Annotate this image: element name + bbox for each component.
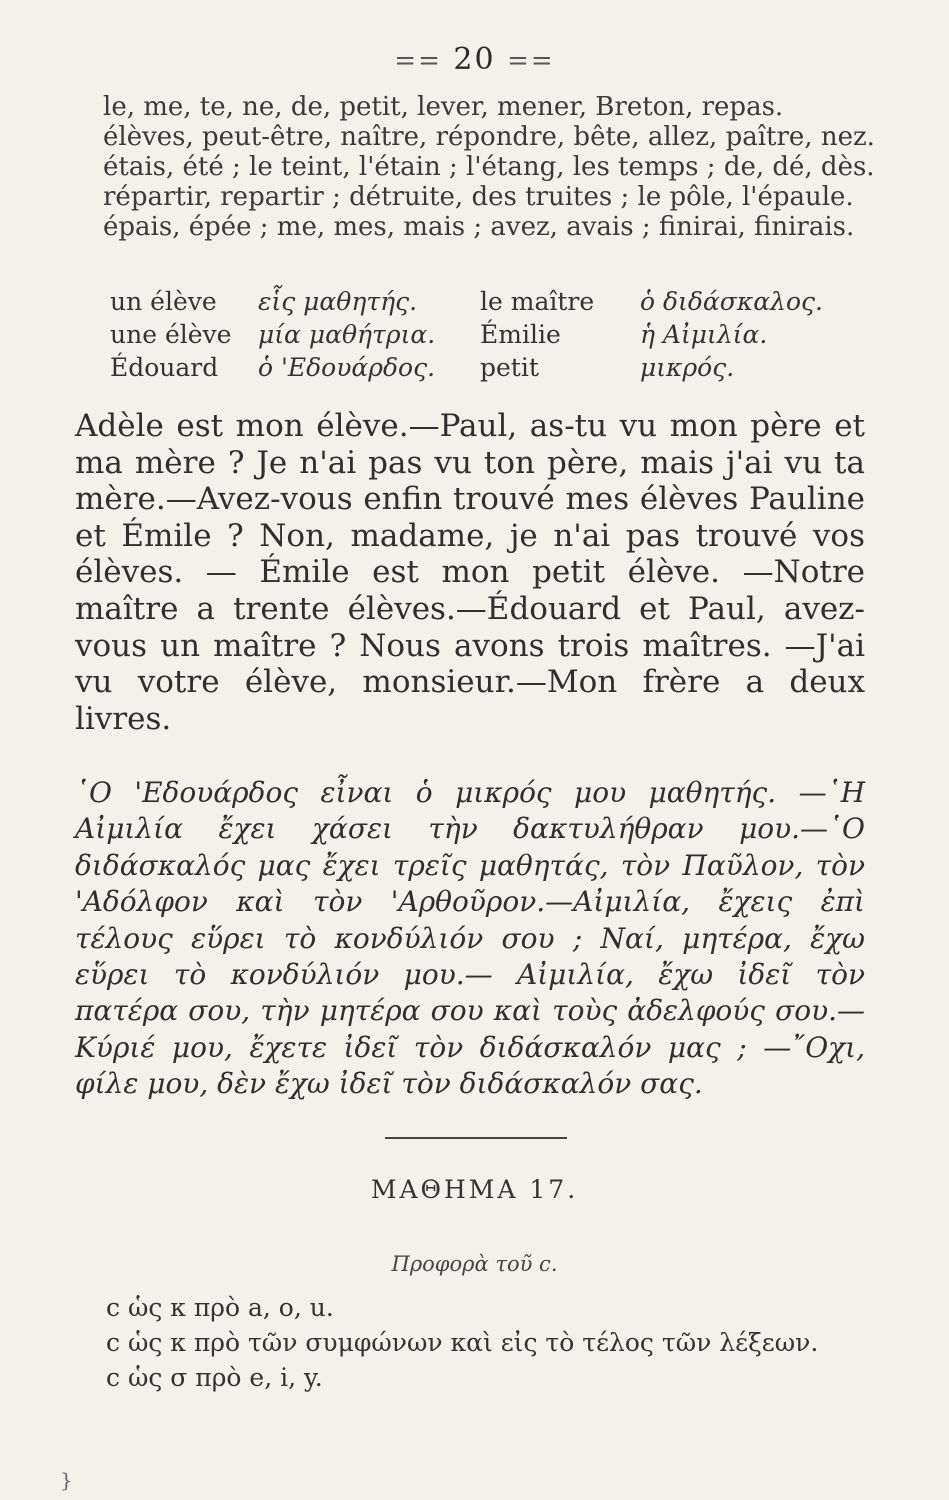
greek-word: μικρός. [640, 353, 735, 382]
vocab-row [110, 318, 823, 351]
french-word: une élève [110, 320, 232, 349]
greek-paragraph: ῾Ο 'Εδουάρδος εἶναι ὁ μικρός μου μαθητής. —῾Η Αἰμιλία ἔχει χάσει τὴν δακτυλήθραν μου.—῾Ο διδάσκαλός μας ἔχει τρεῖς μαθητάς, τὸν Παῦλον, τὸν 'Αδόλφον καὶ τὸν 'Αρθοῦρον.—Αἰμιλία, ἔχεις ἐπὶ τέλους εὕρει τὸ κονδύλιόν σου ; Ναί, μητέρα, ἔχω εὕρει τὸ κονδύλιόν μου.— Αἰμιλία, ἔχω ἰδεῖ τὸν πατέρα σου, τὴν μητέρα σου καὶ τοὺς ἀδελφούς σου.—Κύριέ μου, ἔχετε ἰδεῖ τὸν διδάσκαλόν μας ; —῎Οχι, φίλε μου, δὲν ἔχω ἰδεῖ τὸν διδάσκαλόν σας. [75, 776, 865, 1101]
vocab-line: épais, épée ; me, mes, mais ; avez, avais ; finirai, finirais. [103, 212, 855, 242]
vocab-row [110, 351, 823, 384]
greek-word: ὁ 'Εδουάρδος. [258, 353, 436, 382]
vocab-line: étais, été ; le teint, l'étain ; l'étang, les temps ; de, dé, dès. [103, 152, 875, 182]
rule-line: c ὡς κ πρὸ τῶν συμφώνων καὶ εἰς τὸ τέλος τῶν λέξεων. [106, 1328, 819, 1357]
vocab-line: le, me, te, ne, de, petit, lever, mener, Breton, repas. [103, 92, 784, 122]
french-paragraph: Adèle est mon élève.—Paul, as-tu vu mon père et ma mère ? Je n'ai pas vu ton père, mais j'ai vu ta mère.—Avez-vous enfin trouvé mes élèves Pauline et Émile ? Non, madame, je n'ai pas trouvé vos élèves. — Émile est mon petit élève. —Notre maître a trente élèves.—Édouard et Paul, avez-vous un maître ? Nous avons trois maîtres. —J'ai vu votre élève, monsieur.—Mon frère a deux livres. [75, 408, 865, 737]
greek-word: εἷς μαθητής. [258, 287, 418, 316]
greek-exercise [75, 775, 865, 1103]
header-ornament-right: == [507, 46, 555, 76]
page-header [0, 42, 949, 77]
margin-mark: } [60, 1468, 73, 1492]
lesson-title: ΜΑΘΗΜΑ 17. [370, 1175, 579, 1204]
vocab-line: répartir, repartir ; détruite, des truites ; le pôle, l'épaule. [103, 182, 854, 212]
french-word: Édouard [110, 353, 219, 382]
vocabulary-table [110, 285, 823, 384]
pronunciation-rules [106, 1290, 818, 1395]
french-word: un élève [110, 287, 217, 316]
greek-word: ἡ Αἰμιλία. [640, 320, 768, 349]
french-exercise [75, 408, 865, 737]
header-ornament-left: == [394, 46, 442, 76]
greek-word: μία μαθήτρια. [258, 320, 436, 349]
greek-word: ὁ διδάσκαλος. [640, 287, 823, 316]
vocab-row [110, 285, 823, 318]
rule-line: c ὡς κ πρὸ a, o, u. [106, 1293, 334, 1322]
section-divider [385, 1137, 567, 1139]
french-word: le maître [480, 287, 595, 316]
french-word: petit [480, 353, 539, 382]
rule-line: c ὡς σ πρὸ e, i, y. [106, 1363, 323, 1392]
page-number: 20 [453, 42, 496, 77]
lesson-subtitle: Προφορὰ τοῦ c. [391, 1252, 558, 1276]
french-word: Émilie [480, 320, 561, 349]
vocab-line: élèves, peut-être, naître, répondre, bête, allez, paître, nez. [103, 122, 875, 152]
pronunciation-word-list [103, 92, 883, 242]
